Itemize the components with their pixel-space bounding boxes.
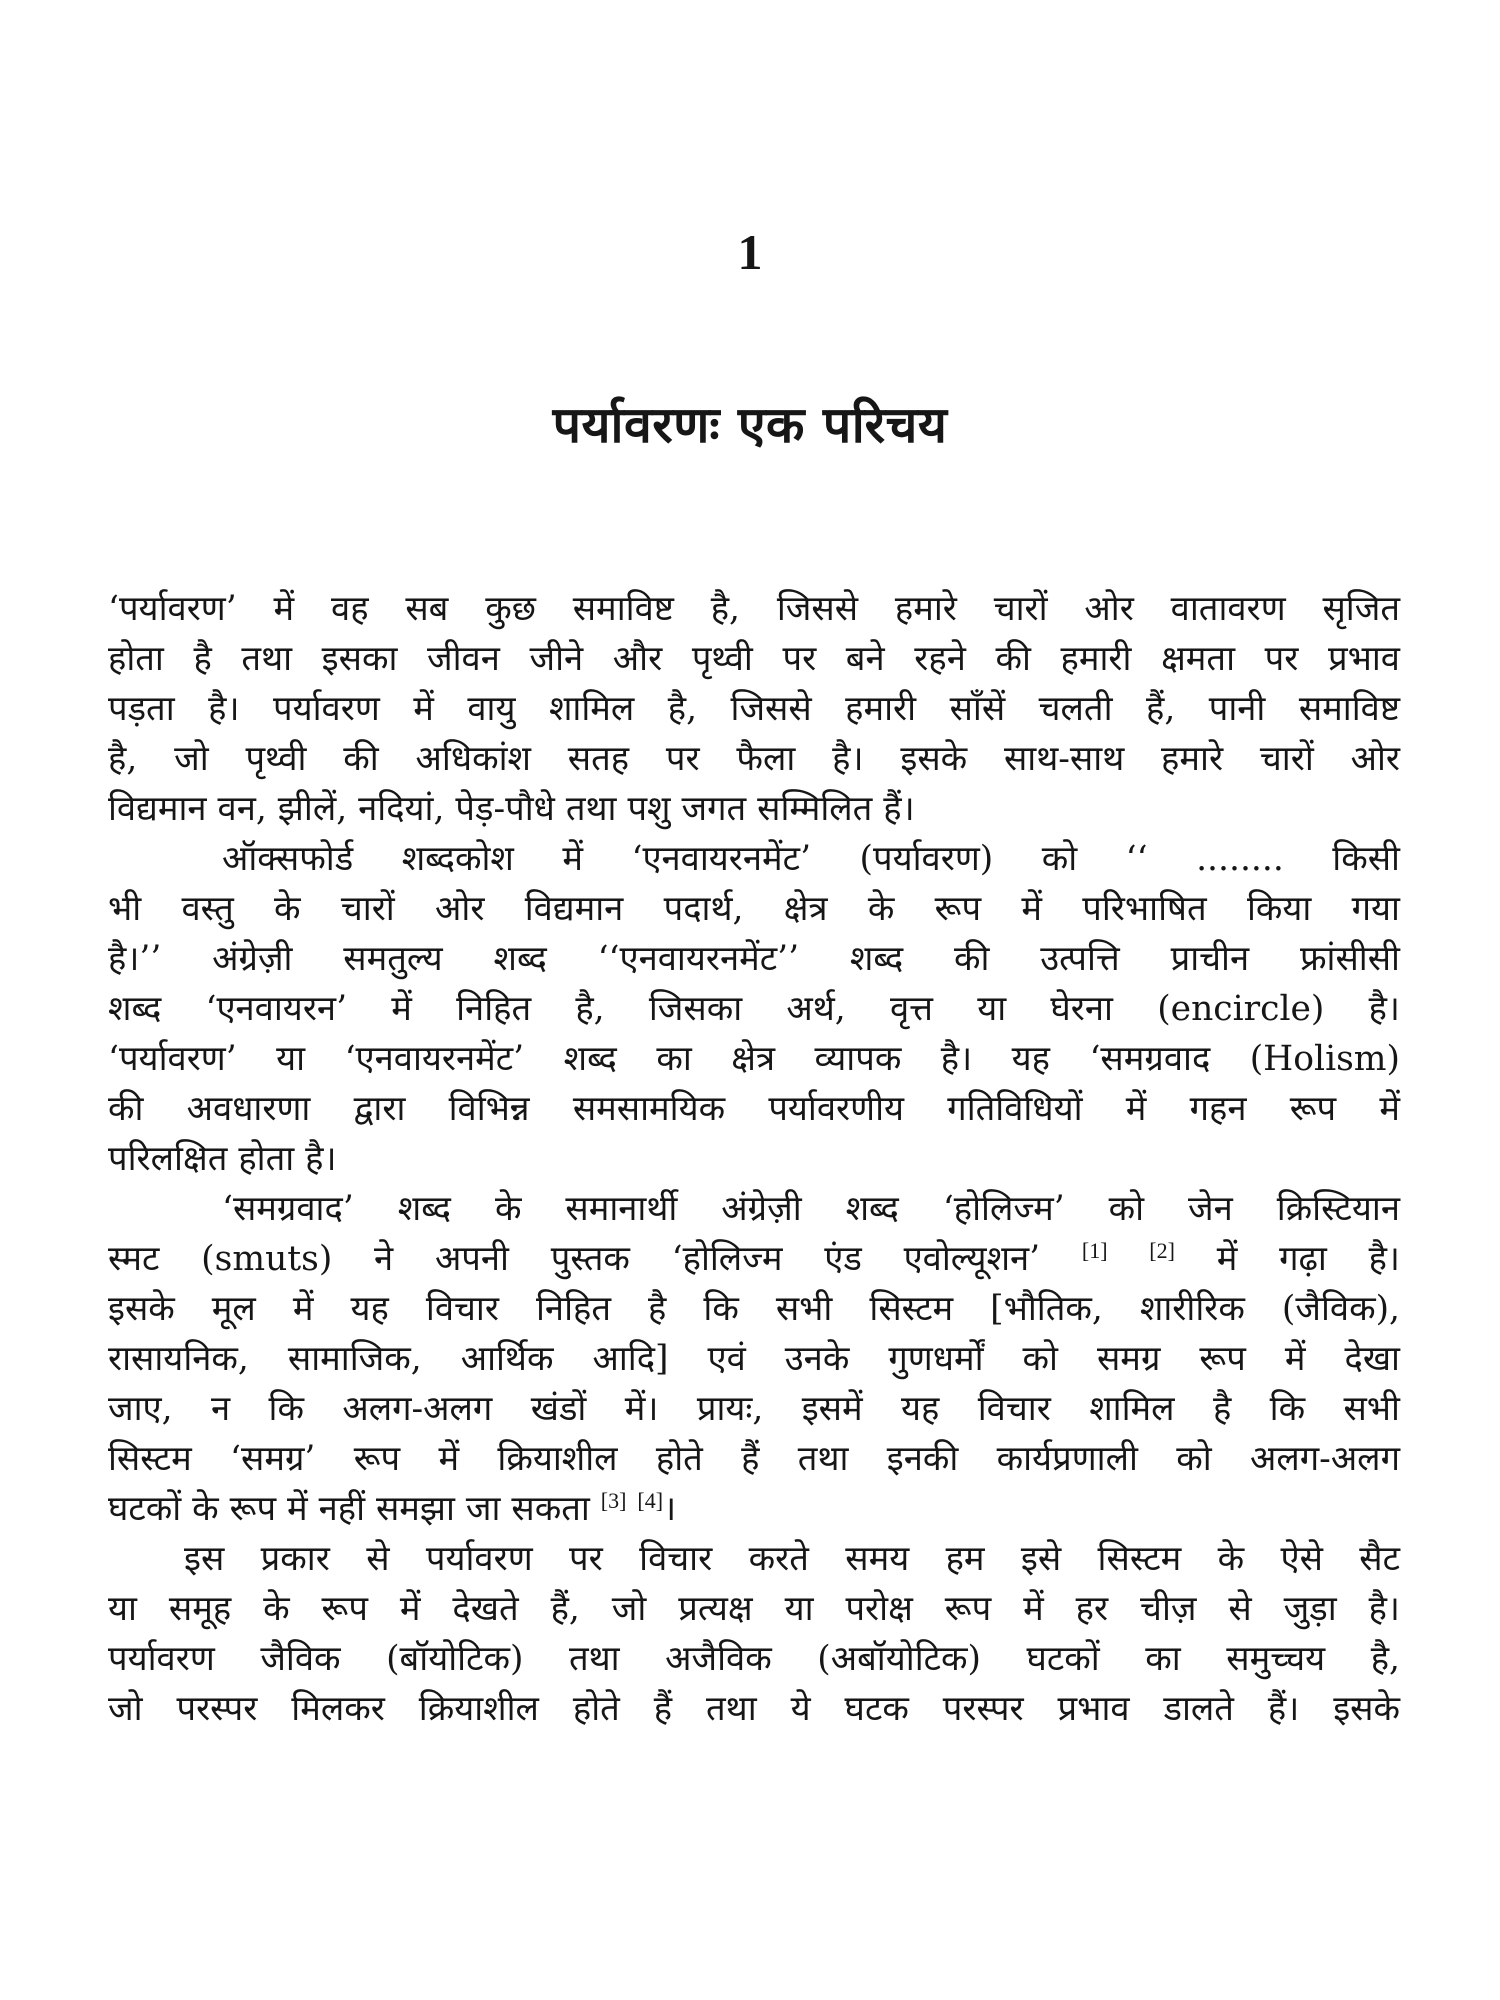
text-line: की अवधारणा द्वारा विभिन्न समसामयिक पर्यावरणीय गतिविधियों में गहन रूप में xyxy=(108,1089,1400,1129)
text-line-with-citations xyxy=(108,1484,1400,1534)
chapter-number: 1 xyxy=(737,224,763,280)
text-line: इसके मूल में यह विचार निहित है कि सभी सिस्टम [भौतिक, शारीरिक (जैविक), xyxy=(108,1289,1400,1329)
citation-ref: [3] xyxy=(600,1488,627,1513)
text-segment: स्मट (smuts) ने अपनी पुस्तक ‘होलिज्म एंड एवोल्यूशन’ xyxy=(108,1239,1082,1279)
text-line: जो परस्पर मिलकर क्रियाशील होते हैं तथा ये घटक परस्पर प्रभाव डालते हैं। इसके xyxy=(108,1689,1400,1729)
paragraph-4 xyxy=(108,1534,1400,1734)
text-segment: में गढ़ा है। xyxy=(1174,1239,1400,1279)
text-line-with-citations xyxy=(108,1234,1400,1284)
text-line: भी वस्तु के चारों ओर विद्यमान पदार्थ, क्षेत्र के रूप में परिभाषित किया गया xyxy=(108,889,1400,929)
text-line: पड़ता है। पर्यावरण में वायु शामिल है, जिससे हमारी साँसें चलती हैं, पानी समाविष्ट xyxy=(108,689,1400,729)
citation-ref: [2] xyxy=(1149,1238,1175,1263)
text-line: ऑक्सफोर्ड शब्दकोश में ‘एनवायरनमेंट’ (पर्यावरण) को ‘‘ ........ किसी xyxy=(222,839,1400,879)
text-line: परिलक्षित होता है। xyxy=(108,1139,337,1179)
citation-ref: [1] xyxy=(1081,1238,1108,1263)
paragraph-3 xyxy=(108,1184,1400,1534)
text-line: शब्द ‘एनवायरन’ में निहित है, जिसका अर्थ, वृत्त या घेरना (encircle) है। xyxy=(108,989,1400,1029)
text-line: है।’’ अंग्रेज़ी समतुल्य शब्द ‘‘एनवायरनमेंट’’ शब्द की उत्पत्ति प्राचीन फ्रांसीसी xyxy=(108,939,1400,979)
citation-ref: [4] xyxy=(637,1488,664,1513)
text-line: पर्यावरण जैविक (बॉयोटिक) तथा अजैविक (अबॉयोटिक) घटकों का समुच्चय है, xyxy=(108,1639,1400,1679)
text-line: विद्यमान वन, झीलें, नदियां, पेड़-पौधे तथा पशु जगत सम्मिलित हैं। xyxy=(108,789,915,829)
text-line: ‘समग्रवाद’ शब्द के समानार्थी अंग्रेज़ी शब्द ‘होलिज्म’ को जेन क्रिस्टियान xyxy=(222,1189,1400,1229)
text-line: सिस्टम ‘समग्र’ रूप में क्रियाशील होते हैं तथा इनकी कार्यप्रणाली को अलग-अलग xyxy=(108,1439,1400,1479)
chapter-title: पर्यावरणः एक परिचय xyxy=(552,395,948,454)
text-line: होता है तथा इसका जीवन जीने और पृथ्वी पर बने रहने की हमारी क्षमता पर प्रभाव xyxy=(108,639,1400,679)
body-text xyxy=(108,584,1400,1734)
text-line: है, जो पृथ्वी की अधिकांश सतह पर फैला है। इसके साथ-साथ हमारे चारों ओर xyxy=(108,739,1400,779)
paragraph-2 xyxy=(108,834,1400,1184)
text-line: ‘पर्यावरण’ या ‘एनवायरनमेंट’ शब्द का क्षेत्र व्यापक है। यह ‘समग्रवाद (Holism) xyxy=(108,1039,1400,1079)
text-line: जाए, न कि अलग-अलग खंडों में। प्रायः, इसमें यह विचार शामिल है कि सभी xyxy=(108,1389,1400,1429)
text-line: रासायनिक, सामाजिक, आर्थिक आदि] एवं उनके गुणधर्मों को समग्र रूप में देखा xyxy=(108,1339,1400,1379)
text-line: ‘पर्यावरण’ में वह सब कुछ समाविष्ट है, जिससे हमारे चारों ओर वातावरण सृजित xyxy=(108,589,1400,629)
paragraph-1 xyxy=(108,584,1400,834)
text-line: या समूह के रूप में देखते हैं, जो प्रत्यक्ष या परोक्ष रूप में हर चीज़ से जुड़ा है। xyxy=(108,1589,1400,1629)
text-segment: घटकों के रूप में नहीं समझा जा सकता xyxy=(108,1489,601,1529)
text-segment: । xyxy=(663,1489,677,1529)
text-line: इस प्रकार से पर्यावरण पर विचार करते समय हम इसे सिस्टम के ऐसे सैट xyxy=(184,1539,1400,1579)
